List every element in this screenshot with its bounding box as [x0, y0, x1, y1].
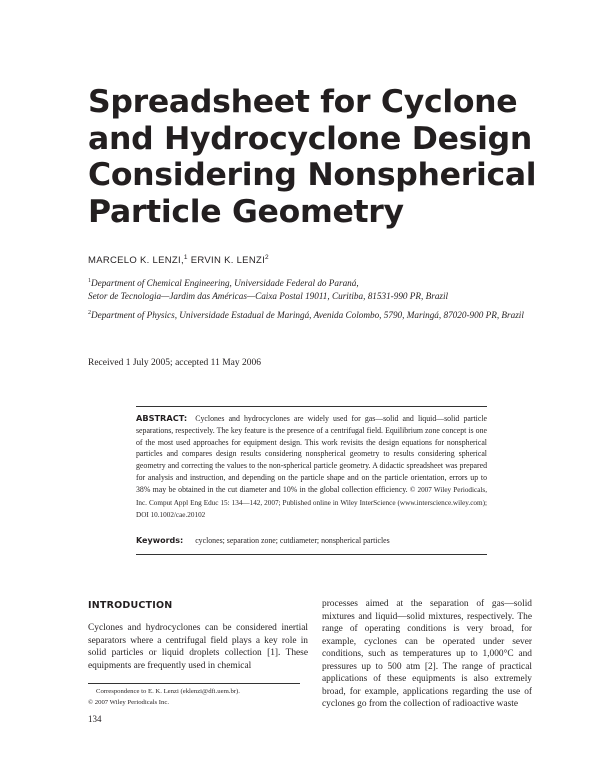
- abstract-bibliographic: © 2007 Wiley Periodicals, Inc. Comput Appl Eng Educ 15: 134—142, 2007; Published online in Wiley InterScience (www.interscience.wiley.com); DOI 10.1002/cae.20102: [136, 485, 487, 520]
- footnote: [88, 686, 240, 708]
- footnote-rule: [88, 683, 300, 684]
- author-affiliation-mark: 2: [265, 254, 269, 261]
- received-dates: Received 1 July 2005; accepted 11 May 2006: [88, 358, 261, 368]
- abstract-text: Cyclones and hydrocyclones are widely used for gas—solid and liquid—solid particle separations, respectively. The key feature is the presence of a centrifugal field. Equilibrium zone concept is one of the most used approaches for equipment design. This work revisits the design equations for nonspherical particles and compares design results considering nonspherical geometry to results considering spherical geometry and correcting the values to the non-spherical particle geometry. A didactic spreadsheet was prepared for analysis and instruction, and depending on the particle shape and on the particle orientation, errors up to 38% may be obtained in the cut diameter and 10% in the global collection efficiency.: [136, 414, 487, 494]
- affiliation-2: [88, 309, 524, 322]
- abstract: [136, 413, 487, 522]
- author-list: [88, 255, 269, 266]
- section-heading-introduction: INTRODUCTION: [88, 600, 173, 611]
- author-name: ERVIN K. LENZI: [190, 255, 266, 266]
- author-name: MARCELO K. LENZI,: [88, 255, 184, 266]
- keywords: [136, 536, 390, 545]
- abstract-label: ABSTRACT:: [136, 413, 188, 423]
- affiliation-line: Department of Physics, Universidade Estadual de Maringá, Avenida Colombo, 5790, Maringá, 87020-900 PR, Brazil: [91, 310, 524, 320]
- footnote-copyright: © 2007 Wiley Periodicals Inc.: [88, 699, 170, 706]
- affiliation-mark: 2: [88, 310, 91, 316]
- body-text-right-column: processes aimed at the separation of gas—solid mixtures and liquid—solid mixtures, respectively. The range of operating conditions is very broad, for example, cyclones can be operated under sever conditions, such as temperatures up to 1,000°C and pressures up to 500 atm [2]. The range of practical applications of these equipments is also extremely broad, for example, applications regarding the use of cyclones go from the collection of radioactive waste: [322, 599, 532, 709]
- affiliation-1: [88, 277, 448, 302]
- article-title: [88, 84, 568, 230]
- abstract-top-rule: [136, 406, 487, 407]
- keywords-label: Keywords:: [136, 536, 184, 545]
- title-line: Considering Nonspherical: [88, 157, 537, 193]
- body-text-left-column: Cyclones and hydrocyclones can be considered inertial separators where a centrifugal field plays a key role in solid particles or liquid droplets collection [1]. These equipments are frequently used in chemical: [88, 623, 308, 671]
- affiliation-line: Setor de Tecnologia—Jardim das Américas—Caixa Postal 19011, Curitiba, 81531-990 PR, Brazil: [88, 290, 449, 301]
- author-affiliation-mark: 1: [183, 254, 188, 261]
- abstract-bottom-rule: [136, 554, 487, 555]
- affiliation-line: Department of Chemical Engineering, Universidade Federal do Paraná,: [91, 278, 359, 288]
- footnote-correspondence: Correspondence to E. K. Lenzi (eklenzi@dfi.uem.br).: [96, 688, 240, 695]
- page-number: 134: [88, 714, 102, 724]
- title-line: Particle Geometry: [88, 193, 404, 230]
- title-line: and Hydrocyclone Design: [88, 120, 533, 157]
- title-line: Spreadsheet for Cyclone: [88, 84, 518, 120]
- affiliation-mark: 1: [88, 278, 91, 284]
- keywords-text: cyclones; separation zone; cutdiameter; nonspherical particles: [195, 536, 390, 545]
